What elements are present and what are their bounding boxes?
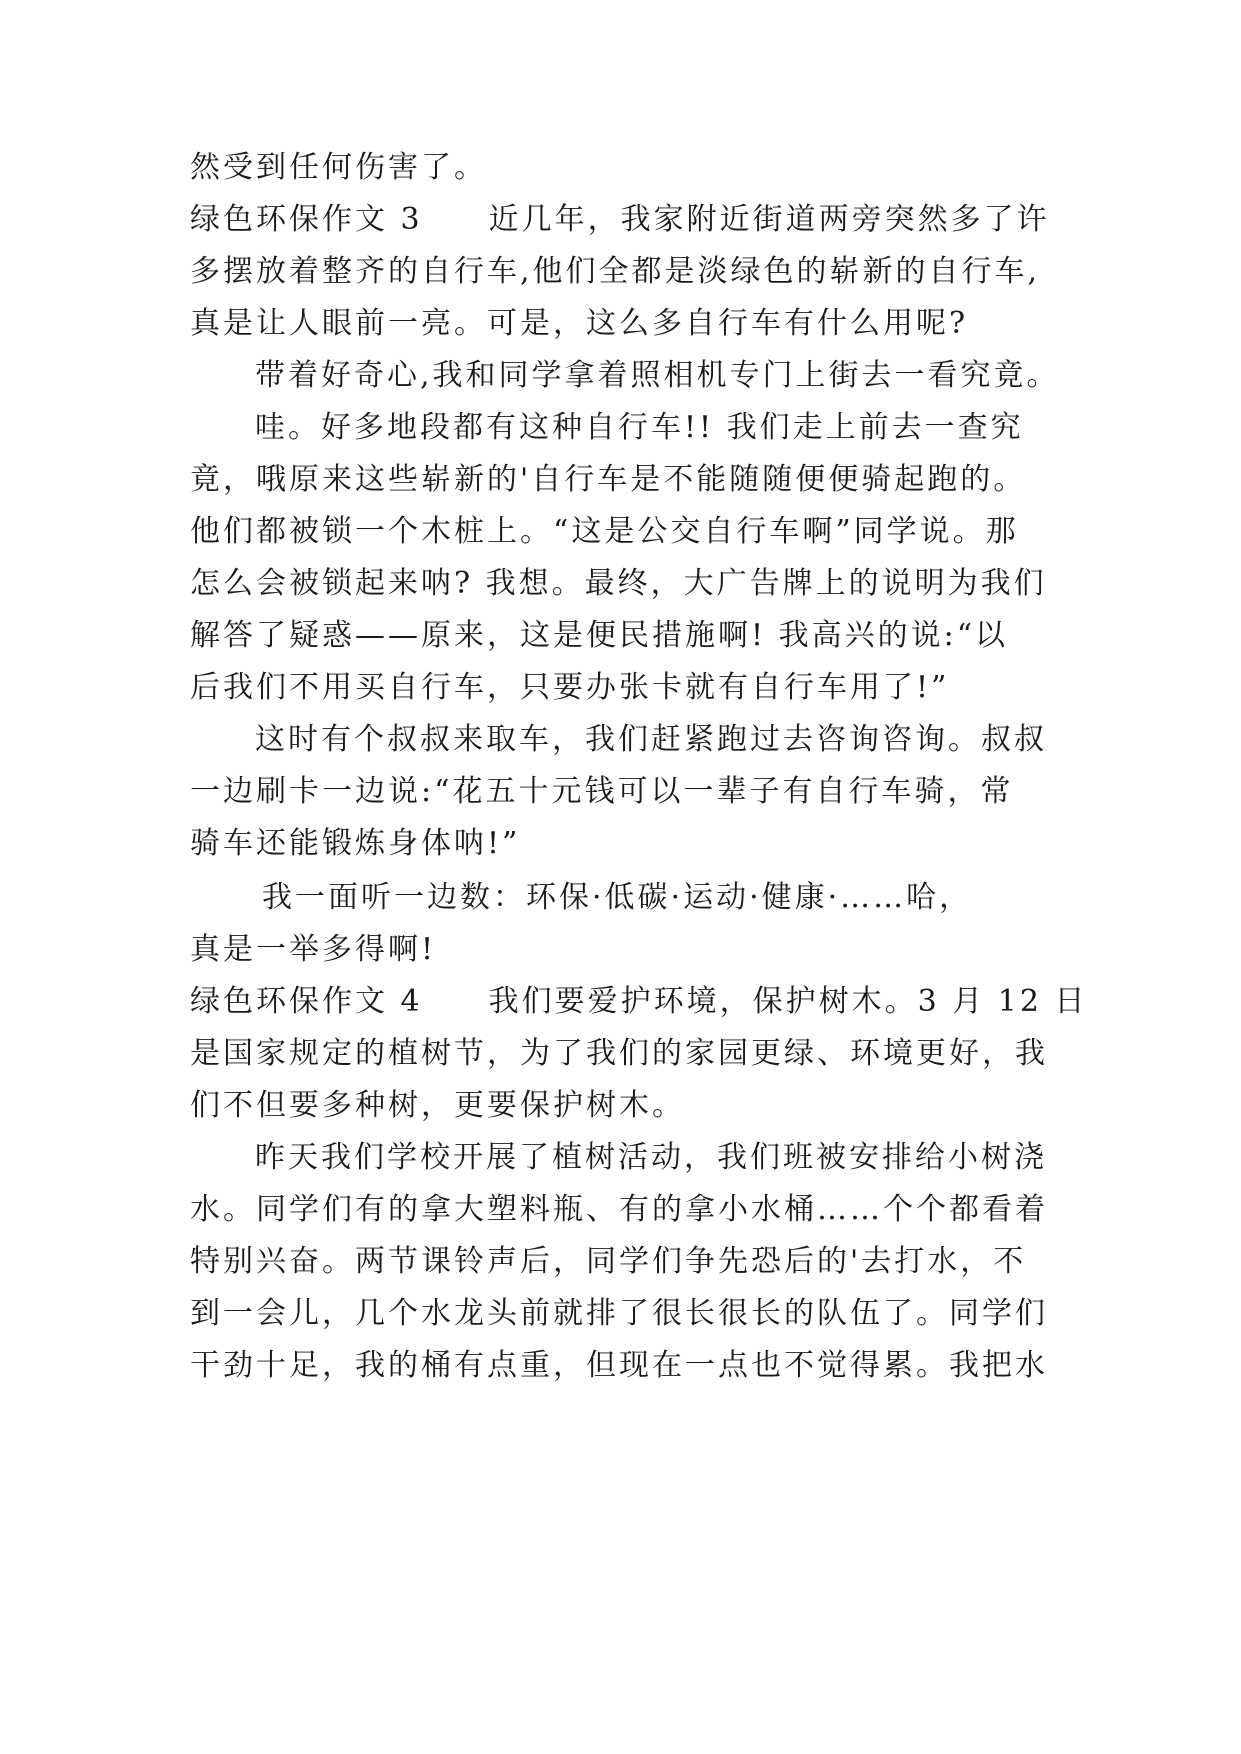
text-line: 一边刷卡一边说:“花五十元钱可以一辈子有自行车骑，常 bbox=[190, 774, 1014, 809]
text-line: 昨天我们学校开展了植树活动，我们班被安排给小树浇 bbox=[255, 1140, 1047, 1175]
text-line: 哇。好多地段都有这种自行车!! 我们走上前去一查究 bbox=[255, 410, 1024, 445]
text-line: 后我们不用买自行车，只要办张卡就有自行车用了!” bbox=[190, 670, 950, 705]
text-line: 怎么会被锁起来呐? 我想。最终，大广告牌上的说明为我们 bbox=[190, 566, 1047, 601]
text-line: 真是让人眼前一亮。可是，这么多自行车有什么用呢? bbox=[190, 306, 969, 341]
text-line: 干劲十足，我的桶有点重，但现在一点也不觉得累。我把水 bbox=[190, 1348, 1048, 1383]
text-line: 然受到任何伤害了。 bbox=[190, 150, 487, 185]
text-line: 特别兴奋。两节课铃声后，同学们争先恐后的'去打水，不 bbox=[190, 1244, 1027, 1279]
text-line: 我一面听一边数：环保·低碳·运动·健康·……哈， bbox=[262, 880, 973, 915]
text-line: 竟，哦原来这些崭新的'自行车是不能随随便便骑起跑的。 bbox=[190, 462, 1027, 497]
essay-3-heading-line: 绿色环保作文 3 近几年，我家附近街道两旁突然多了许 bbox=[190, 202, 1050, 237]
text-line: 解答了疑惑——原来，这是便民措施啊! 我高兴的说:“以 bbox=[190, 618, 1009, 653]
text-line: 到一会儿，几个水龙头前就排了很长很长的队伍了。同学们 bbox=[190, 1296, 1048, 1331]
text-line: 水。同学们有的拿大塑料瓶、有的拿小水桶……个个都看着 bbox=[190, 1192, 1048, 1227]
text-line: 真是一举多得啊! bbox=[190, 932, 437, 967]
essay-4-heading-line: 绿色环保作文 4 我们要爱护环境，保护树木。3 月 12 日 bbox=[190, 984, 1088, 1019]
text-line: 这时有个叔叔来取车，我们赶紧跑过去咨询咨询。叔叔 bbox=[255, 722, 1047, 757]
text-line: 是国家规定的植树节，为了我们的家园更绿、环境更好，我 bbox=[190, 1036, 1048, 1071]
text-line: 骑车还能锻炼身体呐!” bbox=[190, 826, 521, 861]
text-line: 他们都被锁一个木桩上。“这是公交自行车啊”同学说。那 bbox=[190, 514, 1019, 549]
text-line: 带着好奇心,我和同学拿着照相机专门上街去一看究竟。 bbox=[255, 358, 1060, 393]
text-line: 们不但要多种树，更要保护树木。 bbox=[190, 1088, 685, 1123]
text-line: 多摆放着整齐的自行车,他们全都是淡绿色的崭新的自行车, bbox=[190, 254, 1041, 289]
